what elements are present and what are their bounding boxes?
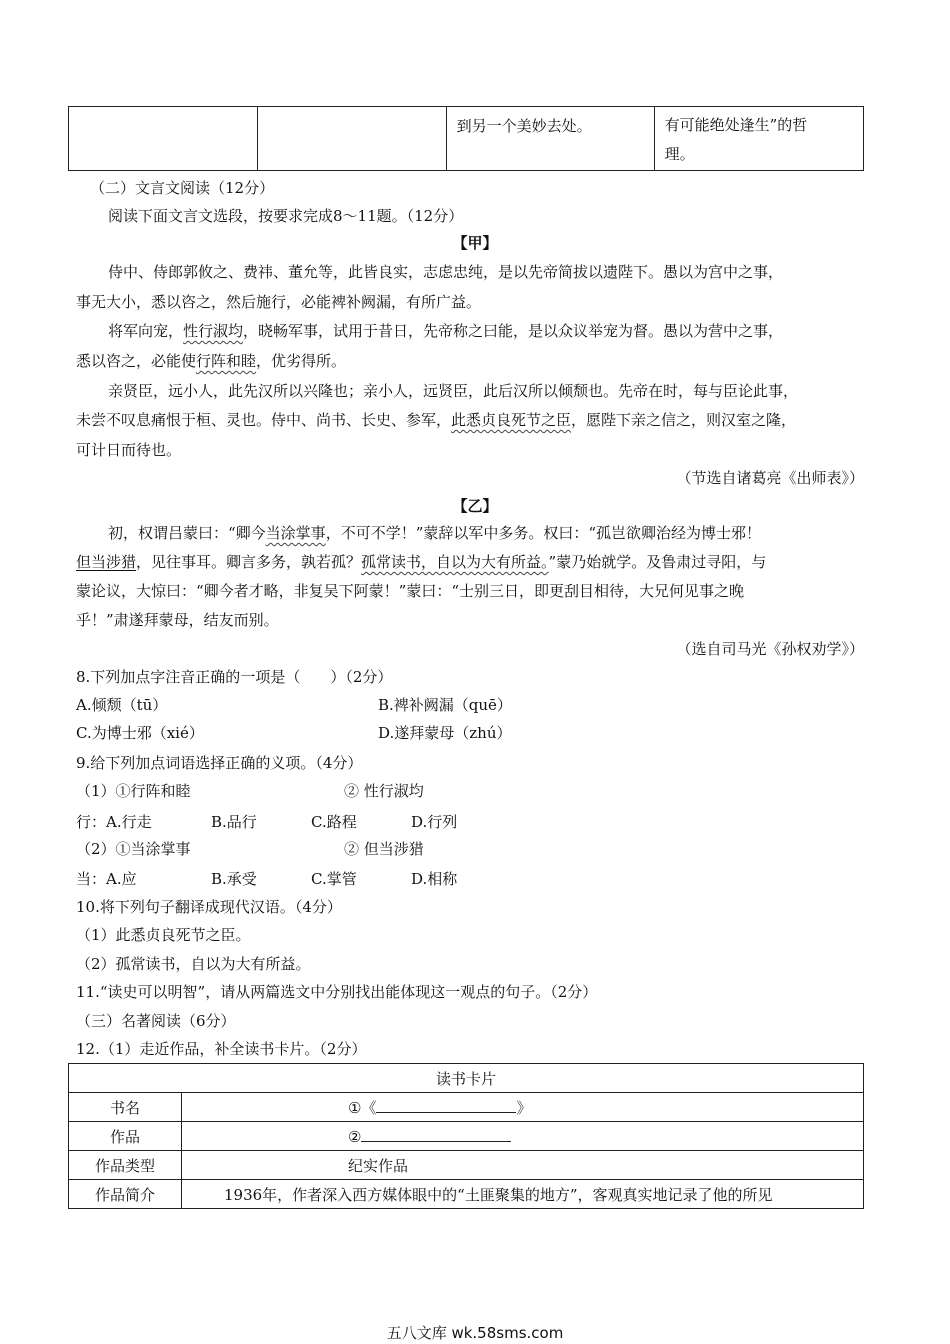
card-book-suffix: 》 (516, 1098, 532, 1117)
yi-line1-b: ，不可不学！”蒙辞以军中多务。权曰：“孤岂欲卿治经为博士邪！ (325, 524, 762, 542)
jia-p2-wave-phrase: 性行淑均 (183, 322, 244, 340)
footer-watermark: 五八文库 wk.58sms.com (386, 1324, 564, 1342)
yi-line2 (76, 551, 766, 572)
jia-p2-line2 (76, 350, 346, 371)
q8-option-c: C.为博士邪（xié） (76, 724, 204, 742)
q8-option-d: D.遂拜蒙母（zhú） (378, 724, 512, 742)
q9-group2-item1: （2）①当涂掌事 (76, 840, 191, 858)
top-table-cell-4-line1: 有可能绝处逢生”的哲 (664, 116, 808, 134)
yi-line2-underline: 但当涉猎 (76, 553, 137, 571)
q10-stem: 10.将下列句子翻译成现代汉语。（4分） (76, 898, 342, 916)
q9-group2-opt-d: D.相称 (411, 870, 458, 888)
jia-p2-line2-a: 悉以咨之，必能使 (76, 352, 197, 370)
yi-line3: 蒙论议，大惊曰：“卿今者才略，非复吴下阿蒙！”蒙曰：“士别三日，即更刮目相待，大兄何见事之晚 (76, 582, 745, 600)
q9-group2-opt-a: 当：A.应 (76, 870, 137, 888)
jia-p3-line2 (76, 409, 796, 430)
q9-group1-opt-c: C.路程 (311, 813, 357, 831)
jia-p1-line1: 侍中、侍郎郭攸之、费祎、董允等，此皆良实，志虑忠纯，是以先帝简拔以遗陛下。愚以为宫中之事， (108, 263, 784, 281)
jia-p2-line1-a: 将军向宠， (108, 322, 184, 340)
q9-group2-item2: ② 但当涉猎 (344, 840, 424, 858)
card-row-value (182, 1093, 864, 1122)
q8-option-a: A.倾颓（tū） (76, 696, 168, 714)
yi-line2-a: ，见往事耳。卿言多务，孰若孤？ (136, 553, 362, 571)
work-blank[interactable] (361, 1126, 511, 1142)
jia-p1-line2: 事无大小，悉以咨之，然后施行，必能裨补阙漏，有所广益。 (76, 293, 482, 311)
top-table-cell-3-text: 到另一个美妙去处。 (456, 117, 592, 135)
section3-heading: （三）名著阅读（6分） (76, 1012, 236, 1030)
yi-line1 (108, 522, 761, 543)
book-title-blank[interactable] (376, 1097, 516, 1113)
section2-heading: （二）文言文阅读（12分） (90, 179, 275, 197)
card-row-value: 1936年，作者深入西方媒体眼中的“土匪聚集的地方”，客观真实地记录了他的所见 (182, 1180, 864, 1209)
jia-p2-line1 (108, 320, 783, 341)
q11-stem: 11.“读史可以明智”，请从两篇选文中分别找出能体现这一观点的句子。（2分） (76, 983, 598, 1001)
jia-p3-line1: 亲贤臣，远小人，此先汉所以兴隆也；亲小人，远贤臣，此后汉所以倾颓也。先帝在时，每与臣论此事， (108, 382, 799, 400)
jia-p2-line2-b: ，优劣得所。 (256, 352, 347, 370)
jia-source: （节选自诸葛亮《出师表》） (676, 469, 864, 487)
jia-p3-line2-wave: 此悉贞良死节之臣 (451, 411, 572, 429)
jia-p2-line2-wave: 行阵和睦 (196, 352, 257, 370)
q9-group1-item2: ② 性行淑均 (344, 782, 424, 800)
top-table-cell-1 (69, 107, 258, 171)
q8-stem: 8.下列加点字注音正确的一项是（ ）（2分） (76, 668, 393, 686)
q9-group2-opt-c: C.掌管 (311, 870, 357, 888)
card-row-label: 作品 (69, 1122, 182, 1151)
yi-source: （选自司马光《孙权劝学》） (676, 640, 864, 658)
yi-line2-wave: 孤常读书，自以为大有所益。 (361, 553, 549, 571)
q8-option-b: B.裨补阙漏（quē） (378, 696, 512, 714)
top-table-cell-4 (654, 107, 863, 171)
top-table (68, 106, 864, 171)
top-table-cell-3 (446, 107, 654, 171)
q12-stem: 12.（1）走近作品，补全读书卡片。（2分） (76, 1040, 367, 1058)
card-book-prefix: ①《 (348, 1098, 377, 1117)
top-table-cell-2 (258, 107, 446, 171)
q9-stem: 9.给下列加点词语选择正确的义项。（4分） (76, 754, 363, 772)
jia-p3-line3: 可计日而待也。 (76, 441, 182, 459)
yi-line1-wave: 当涂掌事 (265, 524, 326, 542)
card-work-prefix: ② (348, 1128, 362, 1146)
card-row-label: 作品简介 (69, 1180, 182, 1209)
card-row-value (182, 1122, 864, 1151)
q9-group1-opt-a: 行：A.行走 (76, 813, 152, 831)
yi-title: 【乙】 (452, 497, 498, 515)
q9-group2-opt-b: B.承受 (211, 870, 257, 888)
yi-line4: 乎！”肃遂拜蒙母，结友而别。 (76, 611, 279, 629)
jia-title: 【甲】 (452, 234, 498, 252)
q9-group1-opt-b: B.品行 (211, 813, 257, 831)
q9-group1-item1: （1）①行阵和睦 (76, 782, 191, 800)
jia-p3-line2-b: ，愿陛下亲之信之，则汉室之隆， (571, 411, 797, 429)
q9-group1-opt-d: D.行列 (411, 813, 458, 831)
yi-line1-a: 初，权谓吕蒙曰：“卿今 (108, 524, 266, 542)
card-row-label: 书名 (69, 1093, 182, 1122)
card-row-label: 作品类型 (69, 1151, 182, 1180)
q10-sentence2: （2）孤常读书，自以为大有所益。 (76, 955, 311, 973)
section2-instruction: 阅读下面文言文选段，按要求完成8～11题。（12分） (108, 207, 464, 225)
card-row-value: 纪实作品 (182, 1151, 864, 1180)
reading-card-table (68, 1063, 864, 1209)
jia-p2-line1-b: ，晓畅军事，试用于昔日，先帝称之曰能，是以众议举宠为督。愚以为营中之事， (243, 322, 784, 340)
q10-sentence1: （1）此悉贞良死节之臣。 (76, 926, 251, 944)
yi-line2-b: ”蒙乃始就学。及鲁肃过寻阳，与 (548, 553, 767, 571)
top-table-cell-4-line2: 理。 (664, 145, 695, 163)
jia-p3-line2-a: 未尝不叹息痛恨于桓、灵也。侍中、尚书、长史、参军， (76, 411, 452, 429)
card-title: 读书卡片 (69, 1064, 864, 1093)
